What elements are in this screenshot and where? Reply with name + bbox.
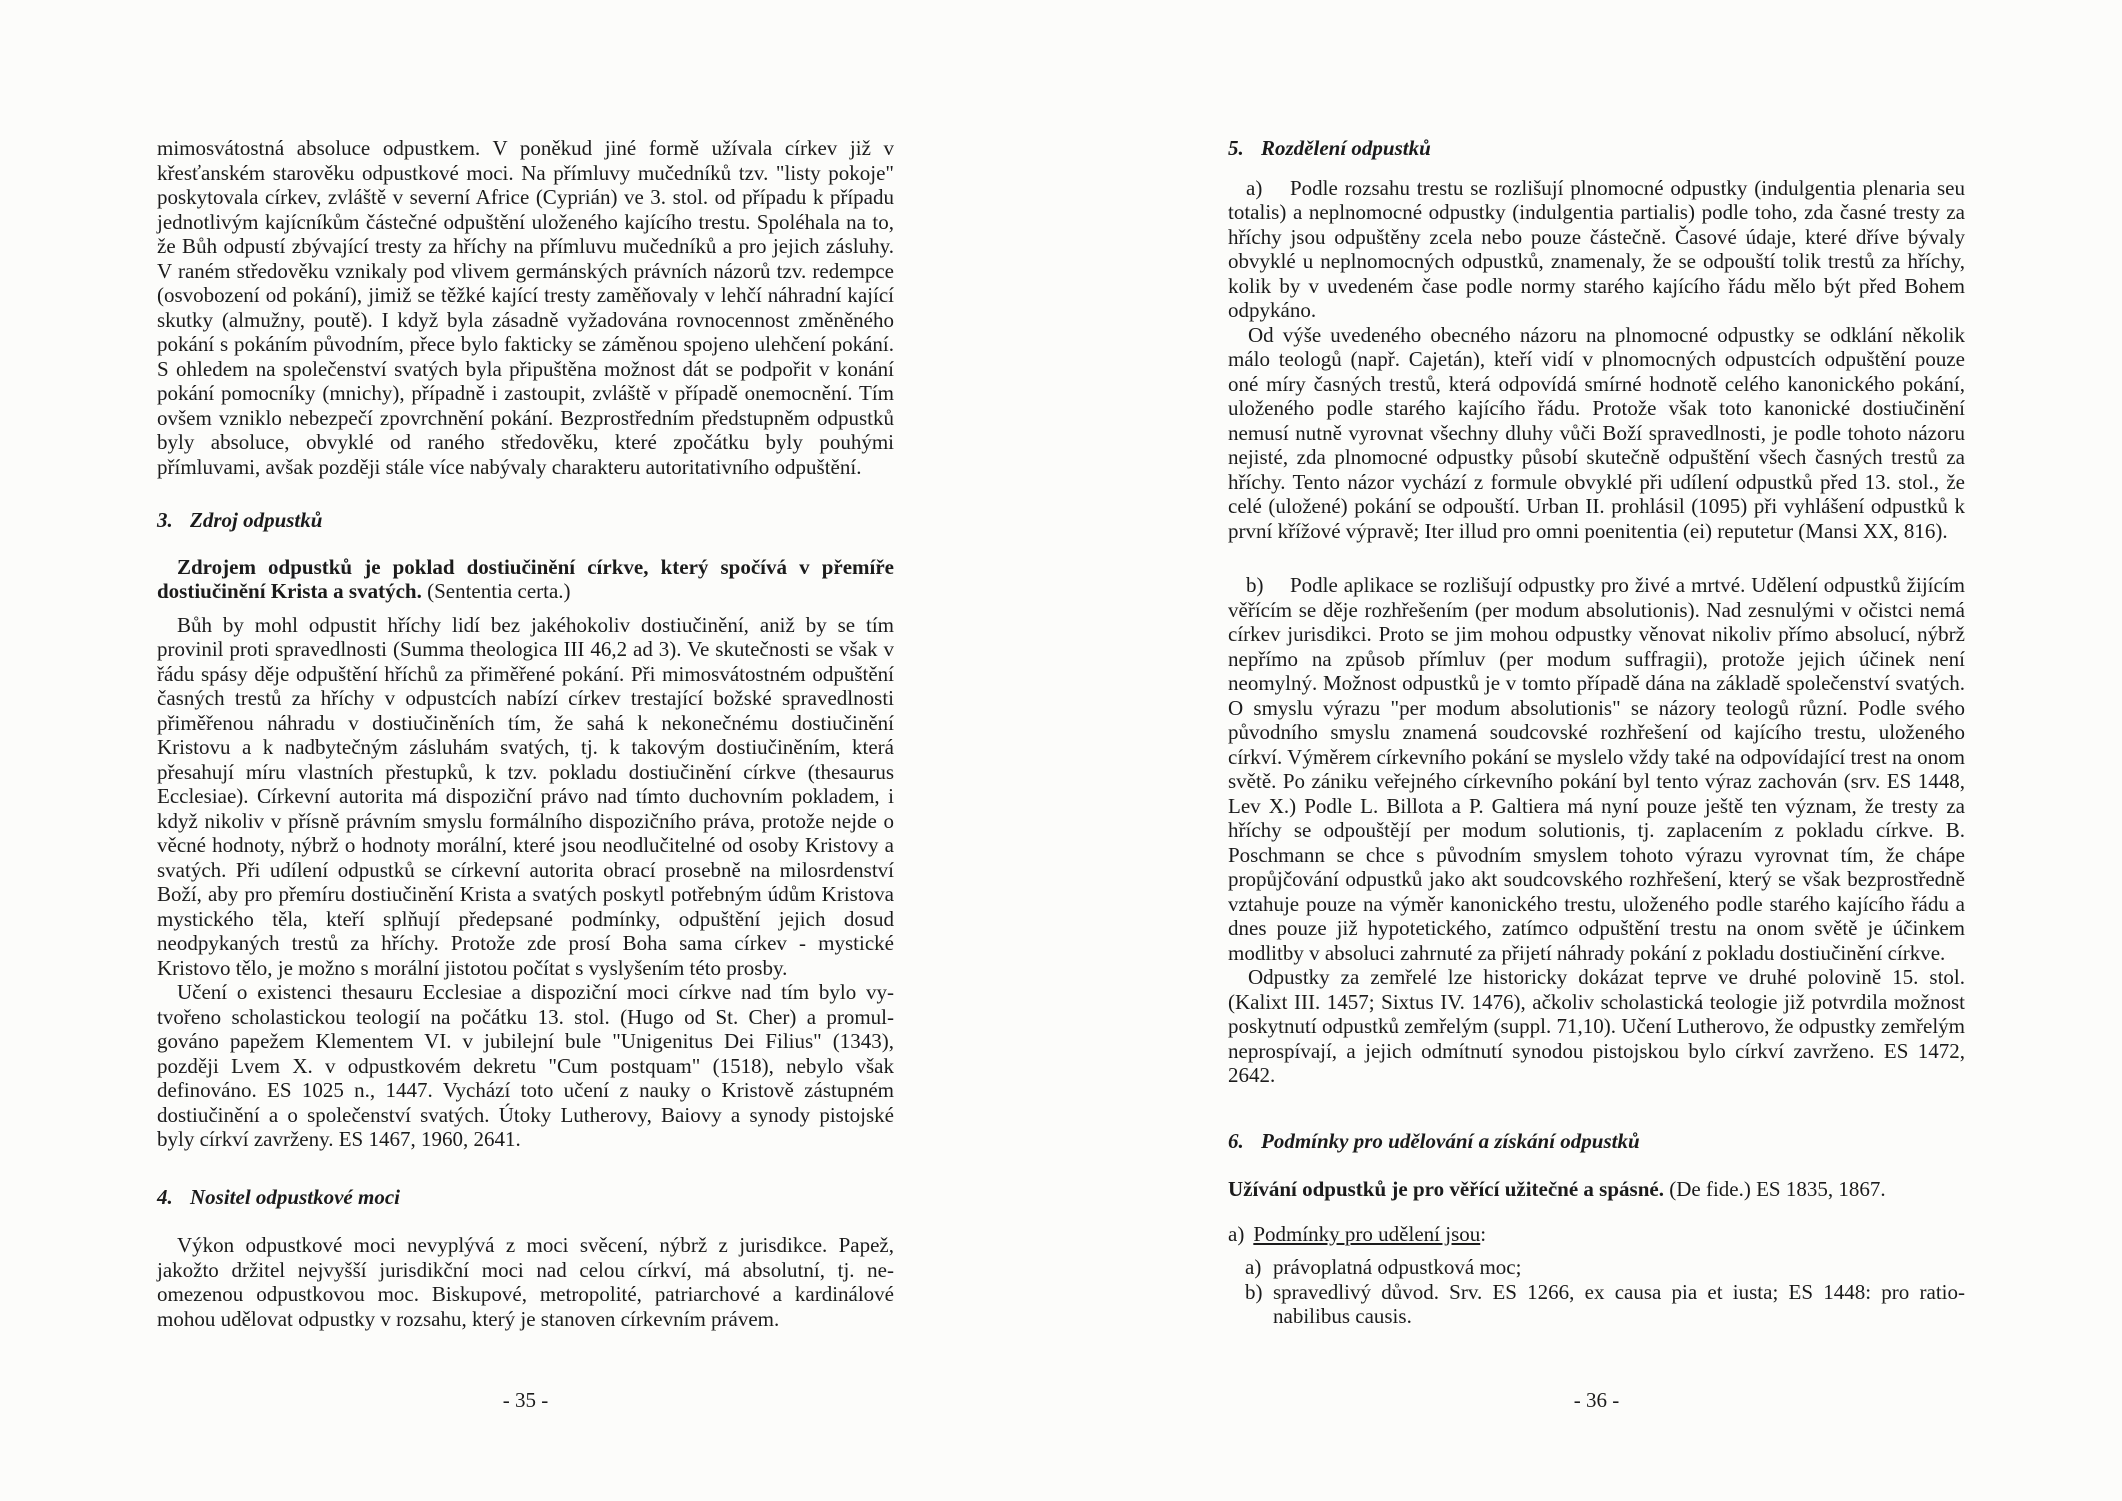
condition-text: spravedlivý důvod. Srv. ES 1266, ex causa pia et iusta; ES 1448: pro ratio-nabilibus causis. (1273, 1279, 1965, 1328)
section-heading-5 (1228, 136, 1965, 161)
body-paragraph: Bůh by mohl odpustit hříchy lidí bez jakéhokoliv dostiučinění, aniž by se tím provinil proti spravedlnosti (Summa theologica III 46,2 ad 3). Ve skutečnosti se však v řádu spásy děje odpuštění hříchů za přiměřené pokání. Při mimosvátostném odpuštění časných trestů za hříchy v odpustcích nabízí církev trestající božské spravedlnosti přiměřenou náhradu v dostiučiněních tím, že sahá k nekonečnému dostiučinění Kristovu a k nadbytečným zásluhám svatých, tj. k takovým dostiučiněním, která přesahují míru vlastních přestupků, k tzv. pokladu dostiučinění církve (thesaurus Ecclesiae). Církevní autorita má dispoziční právo nad tímto duchovním pokladem, i když nikoliv v přísně právním smyslu formálního dispozičního práva, protože nejde o věcné hodnoty, nýbrž o hodnoty morální, které jsou neodlučitelné od osoby Kristovy a svatých. Při udílení odpustků se církevní autorita obrací prosebně na milosrdenství Boží, aby pro přemíru dostiučinění Krista a svatých poskytl potřebným údům Kristova mystického těla, kteří splňují předepsané podmínky, odpuštění jejich dosud neodpykaných trestů za hříchy. Protože zde prosí Boha sama církev - mystické Kristovo tělo, je možno s morální jistotou počítat s vyslyšením této prosby. (157, 612, 894, 980)
list-marker: b) (1246, 573, 1264, 597)
lettered-paragraph-b (1228, 573, 1965, 965)
thesis-bold-text: Zdrojem odpustků je poklad dostiučinění církve, který spočívá v přemíře dostiučinění Krista a svatých. (157, 554, 894, 603)
section-number: 3. (157, 508, 173, 532)
list-marker: a) (1246, 175, 1263, 200)
section-heading-6 (1228, 1129, 1965, 1154)
section-number: 6. (1228, 1128, 1244, 1153)
body-paragraph: Od výše uvedeného obecného názoru na plnomocné odpustky se odklání několik málo teologů (např. Cajetán), kteří vidí v plnomocných odpustcích odpuštění pouze oné míry časných trestů, která odpovídá smírné hodnotě celého kanonického pokání, uloženého podle starého kajícího řádu. Protože však toto kanonické dostiučinění nemusí nutně vyrovnat všechny dluhy vůči Boží spravedlnosti, je podle tohoto názoru nejisté, zda plnomocné odpustky působí skutečně odpuštění všech časných trestů za hříchy. Tento názor vychází z formule obvyklé při udílení odpustků před 13. stol., že celé (uložené) pokání se odpouští. Urban II. prohlásil (1095) při vyhlášení odpustků k první křížové výpravě; Iter illud pro omni poenitentia (ei) reputetur (Mansi XX, 816). (1228, 322, 1965, 543)
section-title: Podmínky pro udělování a získání odpustků (1261, 1128, 1640, 1153)
list-marker: b) (1245, 1279, 1263, 1304)
conditions-intro-colon: : (1480, 1221, 1487, 1246)
thesis-paragraph (1228, 1177, 1965, 1202)
body-paragraph: Výkon odpustkové moci nevyplývá z moci svěcení, nýbrž z jurisdikce. Papež, jakožto držitel nejvyšší jurisdikční moci nad celou církví, má absolutní, tj. ne-omezenou odpustkovou moc. Biskupové, metropolité, patriarchové a kardinálové mohou udělovat odpustky v rozsahu, který je stanoven církevním právem. (157, 1233, 894, 1331)
condition-text: právoplatná odpustková moc; (1273, 1255, 1522, 1279)
section-title: Zdroj odpustků (190, 508, 323, 532)
page-number: - 35 - (502, 1388, 549, 1412)
thesis-bold-text: Užívání odpustků je pro věřící užitečné a spásné. (1228, 1177, 1664, 1201)
thesis-qualification: (De fide.) ES 1835, 1867. (1663, 1177, 1886, 1201)
continuation-paragraph: mimosvátostná absoluce odpustkem. V poněkud jiné formě užívala církev již v křesťanském starověku odpustkové moci. Na přímluvy mučedníků tzv. "listy pokoje" poskytovala církev, zvláště v severní Africe (Cyprián) ve 3. stol. od případu k případu jednotlivým kajícníkům částečné odpuštění uloženého kajícího trestu. Spoléhala na to, že Bůh odpustí zbývající tresty za hříchy na přímluvu mučedníků a pro jejich zásluhy. V raném středověku vznikaly pod vlivem germánských právních názorů tzv. redempce (osvobození od pokání), jimiž se těžké kající tresty zaměňovaly v lehčí náhradní kající skutky (almužny, poutě). I když byla zásadně vyžadována rovnocennost změněného pokání s pokáním původním, přece bylo fakticky se záměnou spojeno ulehčení pokání. S ohledem na společenství svatých byla připuštěna možnost dát se podpořit v konání pokání pomocníky (mnichy), případně i zastoupit, zvláště v případě onemocnění. Tím ovšem vzniklo nebezpečí zpovrchnění pokání. Bezprostředním předstupněm odpustků byly absoluce, obvyklé od raného středověku, které zpočátku byly pouhými přímluvami, avšak později stále více nabývaly charakteru autoritativního odpuštění. (157, 136, 894, 479)
section-title: Rozdělení odpustků (1261, 136, 1431, 160)
thesis-paragraph (157, 555, 894, 604)
condition-item-b (1228, 1280, 1965, 1329)
condition-item-a (1228, 1255, 1965, 1280)
page-number: - 36 - (1573, 1388, 1620, 1412)
paragraph-text: Podle aplikace se rozlišují odpustky pro živé a mrtvé. Udělení odpustků žijícím věřícím se děje rozhřešením (per modum absolutionis). Nad zesnulými v očistci nemá církev jurisdikci. Proto se jim mohou odpustky věnovat nikoliv přímo absolucí, nýbrž nepřímo na způsob přímluv (per modum suffragii), protože jejich účinek není neomylný. Možnost odpustků je v tomto případě dána na základě společenství svatých. O smyslu výrazu "per modum absolutionis" se názory teologů různí. Podle svého původního smyslu znamená soudcovské rozhřešení od kajícího trestu, uloženého církví. Výměrem církevního pokání se myslelo vždy také na odpovídající trest na onom světě. Po zániku veřejného církevního pokání byl tento výraz zachován (srv. ES 1448, Lev X.) Podle L. Billota a P. Galtiera má nyní pouze ještě ten význam, že tresty za hříchy se odpouštějí per modum solutionis, tj. zaplacením z pokladu církve. B. Poschmann se chce s původním smyslem tohoto výrazu vyrovnat tím, že chápe propůjčování odpustků jako akt soudcovského rozhřešení, který se však bezprostředně vztahuje pouze na výměr kanonického trestu, uloženého podle starého kajícího řádu a dnes pouze již hypotetického, zatímco odpuštění trestu na onom světě je účinkem modlitby v absoluci zahrnuté za přijetí náhrady pokání z pokladu dostiučinění církve. (1228, 573, 1965, 965)
page-right (1228, 136, 1965, 1436)
thesis-qualification: (Sententia certa.) (421, 579, 571, 603)
paragraph-text: Podle rozsahu trestu se rozlišují plnomocné odpustky (indulgentia plenaria seu totalis) a neplnomocné odpustky (indulgentia partialis) podle toho, zda časné tresty za hříchy jsou odpuštěny zcela nebo pouze částečně. Časové údaje, které dříve bývaly obvyklé u neplnomocných odpustků, znamenaly, že se odpouští tolik trestů za hříchy, kolik by v uvedeném čase podle normy starého kajícího řádu mělo být před Bohem odpykáno. (1228, 175, 1965, 322)
conditions-intro (1228, 1222, 1965, 1247)
lettered-paragraph-a (1228, 176, 1965, 323)
section-heading-4 (157, 1185, 894, 1210)
conditions-intro-underlined: Podmínky pro udělení jsou (1253, 1221, 1481, 1246)
list-marker: a) (1245, 1255, 1262, 1279)
section-number: 4. (157, 1184, 173, 1209)
list-marker: a) (1228, 1221, 1245, 1246)
section-heading-3 (157, 508, 894, 533)
page-left (157, 136, 894, 1436)
section-title: Nositel odpustkové moci (190, 1184, 400, 1209)
body-paragraph: Odpustky za zemřelé lze historicky dokázat teprve ve druhé polovině 15. stol. (Kalixt III. 1457; Sixtus IV. 1476), ačkoliv scholastická teologie již potvrdila možnost poskytnutí odpustků zemřelým (suppl. 71,10). Učení Lutherovo, že odpustky zemřelým neprospívají, a jejich odmítnutí synodou pistojskou bylo církví zavrženo. ES 1472, 2642. (1228, 965, 1965, 1087)
body-paragraph: Učení o existenci thesauru Ecclesiae a dispoziční moci církve nad tím bylo vy-tvořeno scholastickou teologií na počátku 13. stol. (Hugo od St. Cher) a promul-gováno papežem Klementem VI. v jubilejní bule "Unigenitus Dei Filius" (1343), později Lvem X. v odpustkovém dekretu "Cum postquam" (1518), nebylo však definováno. ES 1025 n., 1447. Vychází toto učení z nauky o Kristově zástupném dostiučinění a o společenství svatých. Útoky Lutherovy, Baiovy a synody pistojské byly církví zavrženy. ES 1467, 1960, 2641. (157, 980, 894, 1151)
section-number: 5. (1228, 136, 1244, 160)
